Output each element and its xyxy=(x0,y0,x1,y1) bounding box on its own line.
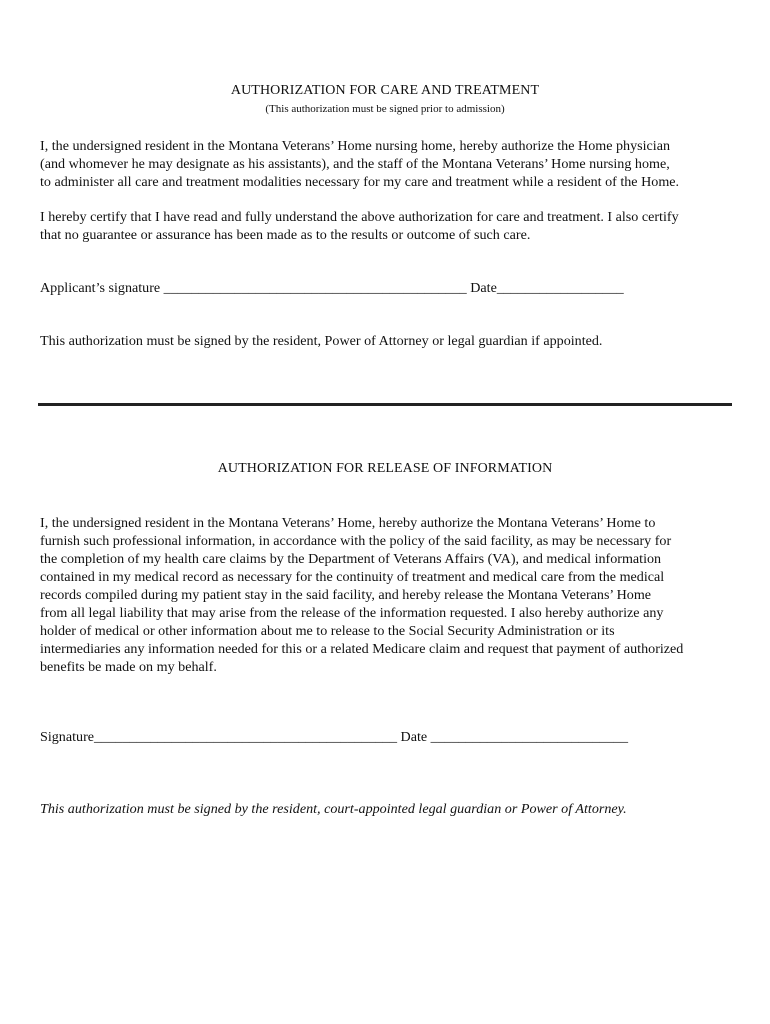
text-line: furnish such professional information, in accordance with the policy of the said facility, as may be necessary for xyxy=(40,533,672,549)
care-treatment-paragraph-2 xyxy=(40,208,740,244)
signature-line[interactable]: Signature___________________________________________ Date ____________________________ xyxy=(40,729,628,745)
release-information-paragraph xyxy=(40,514,740,676)
text-line: contained in my medical record as necessary for the continuity of treatment and medical care from the medical xyxy=(40,569,665,585)
release-information-title: AUTHORIZATION FOR RELEASE OF INFORMATION xyxy=(217,461,553,476)
applicant-signature-line[interactable]: Applicant’s signature ___________________________________________ Date__________________ xyxy=(40,280,624,296)
section-divider xyxy=(38,403,732,406)
text-line: records compiled during my patient stay in the said facility, and hereby release the Montana Veterans’ Home xyxy=(40,587,652,603)
release-information-note: This authorization must be signed by the resident, court-appointed legal guardian or Power of Attorney. xyxy=(40,801,627,817)
care-treatment-title: AUTHORIZATION FOR CARE AND TREATMENT xyxy=(230,83,540,98)
care-treatment-subtitle: (This authorization must be signed prior to admission) xyxy=(265,103,505,115)
text-line: I, the undersigned resident in the Montana Veterans’ Home, hereby authorize the Montana Veterans’ Home to xyxy=(40,515,656,531)
text-line: I hereby certify that I have read and fully understand the above authorization for care and treatment. I also certify xyxy=(40,209,679,225)
text-line: that no guarantee or assurance has been made as to the results or outcome of such care. xyxy=(40,227,531,243)
text-line: benefits be made on my behalf. xyxy=(40,659,217,675)
text-line: the completion of my health care claims by the Department of Veterans Affairs (VA), and medical information xyxy=(40,551,662,567)
text-line: from all legal liability that may arise from the release of the information requested. I also hereby authorize any xyxy=(40,605,664,621)
care-treatment-note: This authorization must be signed by the resident, Power of Attorney or legal guardian if appointed. xyxy=(40,333,603,349)
care-treatment-paragraph-1 xyxy=(40,137,740,191)
text-line: holder of medical or other information about me to release to the Social Security Administration or its xyxy=(40,623,615,639)
text-line: to administer all care and treatment modalities necessary for my care and treatment while a resident of the Home. xyxy=(40,174,680,190)
text-line: intermediaries any information needed for this or a related Medicare claim and request that payment of authorized xyxy=(40,641,684,657)
text-line: (and whomever he may designate as his assistants), and the staff of the Montana Veterans’ Home nursing home, xyxy=(40,156,670,172)
text-line: I, the undersigned resident in the Montana Veterans’ Home nursing home, hereby authorize the Home physician xyxy=(40,138,670,154)
